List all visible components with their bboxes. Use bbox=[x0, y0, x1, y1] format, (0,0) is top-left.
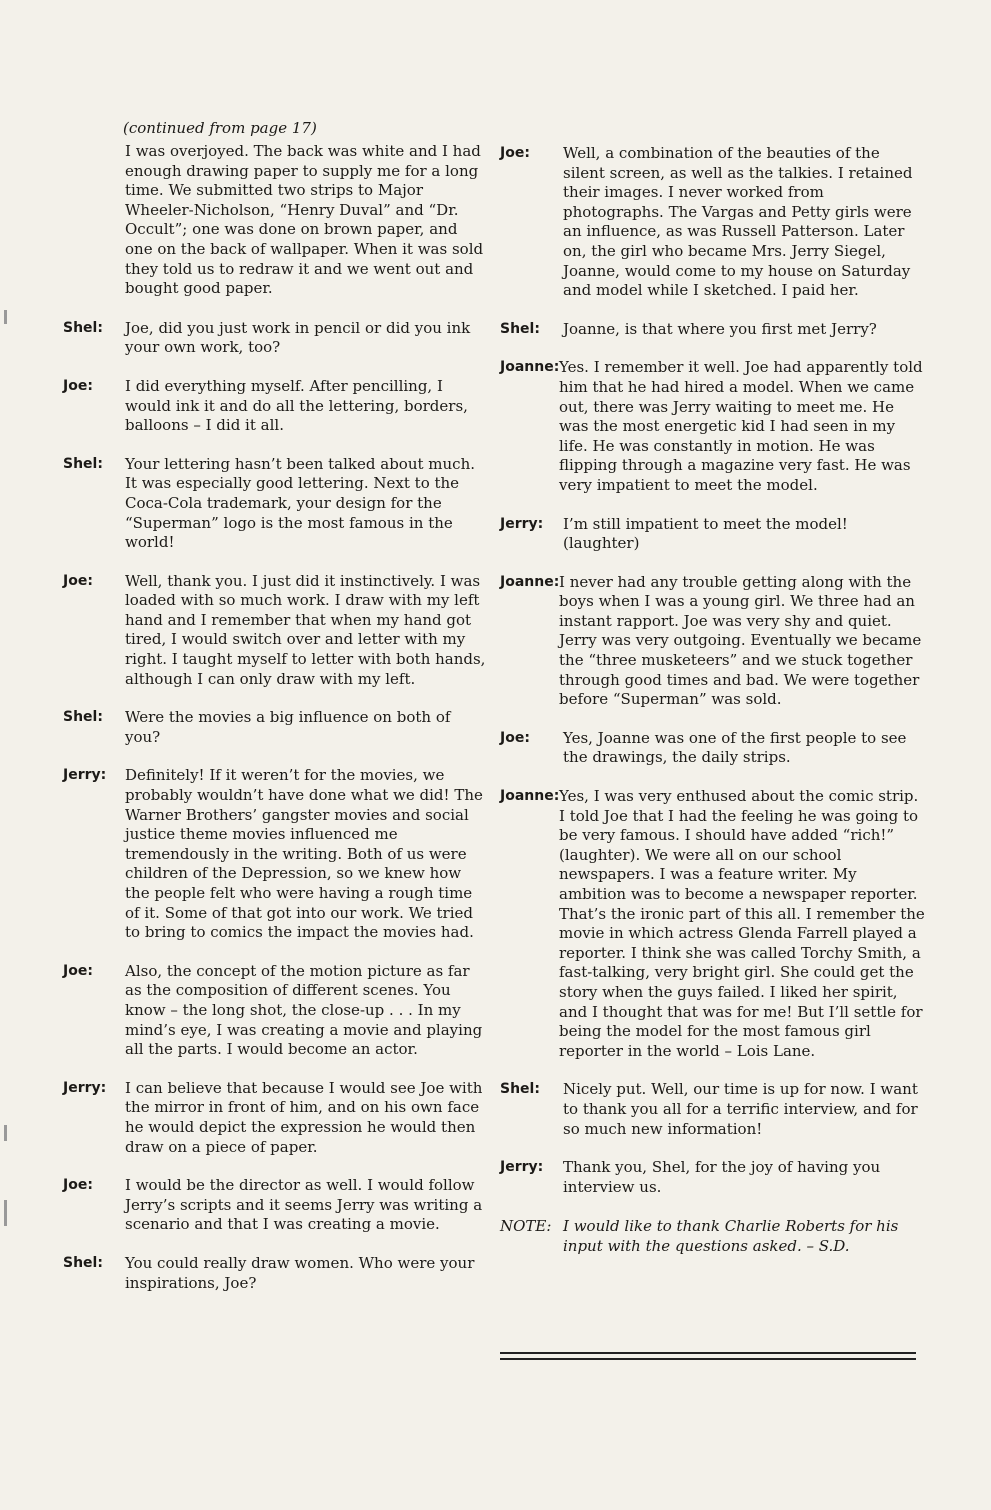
dialogue-exchange bbox=[63, 1176, 488, 1235]
dialogue-exchange bbox=[63, 455, 488, 553]
right-column bbox=[500, 144, 925, 1256]
speaker-label: Jerry: bbox=[63, 1079, 107, 1096]
speaker-label: Shel: bbox=[63, 319, 103, 336]
acknowledgement-note bbox=[500, 1216, 925, 1256]
dialogue-exchange bbox=[500, 729, 925, 768]
dialogue-text: Definitely! If it weren’t for the movies, we probably wouldn’t have done what we did! The Warner Brothers’ gangster movies and social justice theme movies influenced me tremendously in the writing. Both of us were children of the Depression, so we knew how the people felt who were having a rough time of it. Some of that got into our work. We tried to bring to comics the impact the movies had. bbox=[125, 766, 483, 942]
dialogue-exchange bbox=[500, 144, 925, 301]
dialogue-text: I’m still impatient to meet the model! (laughter) bbox=[563, 514, 848, 553]
dialogue-text: Were the movies a big influence on both of you? bbox=[125, 708, 451, 746]
note-label: NOTE: bbox=[500, 1217, 552, 1236]
dialogue-exchange bbox=[63, 766, 488, 942]
left-column bbox=[63, 118, 488, 1312]
note-text: I would like to thank Charlie Roberts for his input with the questions asked. – S.D. bbox=[563, 1217, 899, 1256]
speaker-label: Joe: bbox=[500, 145, 530, 161]
dialogue-exchange bbox=[500, 358, 925, 495]
speaker-label: Jerry: bbox=[63, 767, 107, 784]
dialogue-exchange bbox=[63, 708, 488, 747]
dialogue-exchange bbox=[500, 320, 925, 340]
dialogue-text: You could really draw women. Who were your inspirations, Joe? bbox=[125, 1253, 475, 1292]
speaker-label: Joe: bbox=[63, 962, 93, 979]
dialogue-text: I would be the director as well. I would follow Jerry’s scripts and it seems Jerry was writing a scenario and that I was creating a movie. bbox=[125, 1176, 483, 1234]
dialogue-exchange bbox=[500, 787, 925, 1061]
closing-double-rule bbox=[500, 1352, 916, 1360]
speaker-label: Joe: bbox=[500, 729, 530, 746]
dialogue-exchange bbox=[63, 1079, 488, 1157]
page-edge-mark bbox=[4, 1200, 7, 1226]
dialogue-text: Your lettering hasn’t been talked about much. It was especially good lettering. Next to the Coca-Cola trademark, your design for the “Superman” logo is the most famous in the world! bbox=[125, 454, 475, 552]
speaker-label: Joe: bbox=[63, 377, 93, 394]
dialogue-exchange bbox=[63, 1254, 488, 1293]
dialogue-text: Joanne, is that where you first met Jerry? bbox=[563, 319, 877, 338]
dialogue-exchange bbox=[500, 573, 925, 710]
continuation-paragraph: I was overjoyed. The back was white and I had enough drawing paper to supply me for a long time. We submitted two strips to Major Wheeler-Nicholson, “Henry Duval” and “Dr. Occult”; one was done on brown paper, and one on the back of wallpaper. When it was sold they told us to redraw it and we went out and bought good paper. bbox=[125, 142, 484, 298]
speaker-label: Jerry: bbox=[500, 515, 544, 532]
divider-line bbox=[500, 1358, 916, 1360]
dialogue-text: Joe, did you just work in pencil or did you ink your own work, too? bbox=[125, 318, 471, 357]
dialogue-exchange bbox=[500, 1080, 925, 1139]
speaker-label: Jerry: bbox=[500, 1159, 544, 1176]
dialogue-text: Also, the concept of the motion picture as far as the composition of different scenes. You know – the long shot, the close-up . . . In my mind’s eye, I was creating a movie and playing all the parts. I would become an actor. bbox=[125, 961, 483, 1059]
dialogue-exchange bbox=[500, 515, 925, 554]
dialogue-text: Yes. I remember it well. Joe had apparently told him that he had hired a model. When we came out, there was Jerry waiting to meet me. He was the most energetic kid I had seen in my life. He was constantly in motion. He was flipping through a magazine very fast. He was very impatient to meet the model. bbox=[559, 358, 923, 494]
dialogue-text: Yes, I was very enthused about the comic strip. I told Joe that I had the feeling he was going to be very famous. I should have added “rich!” (laughter). We were all on our school newspapers. I was a feature writer. My ambition was to become a newspaper reporter. That’s the ironic part of this all. I remember the movie in which actress Glenda Farrell played a reporter. I think she was called Torchy Smith, a fast-talking, very bright girl. She could get the story when the guys failed. I liked her spirit, and I thought that was for me! But I’ll settle for being the model for the most famous girl reporter in the world – Lois Lane. bbox=[559, 787, 925, 1060]
speaker-label: Shel: bbox=[63, 455, 103, 472]
dialogue-text: Well, a combination of the beauties of the silent screen, as well as the talkies. I retained their images. I never worked from photographs. The Vargas and Petty girls were an influence, as was Russell Patterson. Later on, the girl who became Mrs. Jerry Siegel, Joanne, would come to my house on Saturday and model while I sketched. I paid her. bbox=[563, 144, 913, 300]
speaker-label: Shel: bbox=[63, 1254, 103, 1271]
speaker-label: Joe: bbox=[63, 572, 93, 589]
speaker-label: Shel: bbox=[500, 1081, 540, 1098]
speaker-label: Joe: bbox=[63, 1177, 93, 1194]
speaker-label: Shel: bbox=[500, 320, 540, 337]
speaker-label: Shel: bbox=[63, 709, 103, 726]
dialogue-exchange bbox=[63, 377, 488, 436]
dialogue-text: I can believe that because I would see Joe with the mirror in front of him, and on his own face he would depict the expression he would then draw on a piece of paper. bbox=[125, 1078, 483, 1156]
dialogue-text: I did everything myself. After pencilling, I would ink it and do all the lettering, borders, balloons – I did it all. bbox=[125, 376, 468, 435]
continuation-note: (continued from page 17) bbox=[123, 119, 317, 137]
dialogue-exchange bbox=[500, 1158, 925, 1197]
page-edge-mark bbox=[4, 1125, 7, 1141]
dialogue-text: Well, thank you. I just did it instinctively. I was loaded with so much work. I draw with my left hand and I remember that when my hand got tired, I would switch over and letter with my right. I taught myself to letter with both hands, although I can only draw with my left. bbox=[125, 571, 486, 688]
dialogue-exchange bbox=[63, 572, 488, 690]
speaker-label: Joanne: bbox=[500, 788, 560, 805]
speaker-label: Joanne: bbox=[500, 359, 560, 376]
dialogue-text: Yes, Joanne was one of the first people to see the drawings, the daily strips. bbox=[563, 728, 907, 767]
dialogue-text: Thank you, Shel, for the joy of having you interview us. bbox=[563, 1158, 881, 1196]
divider-line bbox=[500, 1352, 916, 1354]
dialogue-exchange bbox=[63, 319, 488, 358]
page-edge-mark bbox=[4, 310, 7, 324]
speaker-label: Joanne: bbox=[500, 573, 560, 590]
dialogue-text: Nicely put. Well, our time is up for now. I want to thank you all for a terrific interview, and for so much new information! bbox=[563, 1080, 918, 1138]
dialogue-text: I never had any trouble getting along with the boys when I was a young girl. We three had an instant rapport. Joe was very shy and quiet. Jerry was very outgoing. Eventually we became the “three musketeers” and we stuck together through good times and bad. We were together before “Superman” was sold. bbox=[559, 572, 922, 709]
dialogue-exchange bbox=[63, 962, 488, 1060]
